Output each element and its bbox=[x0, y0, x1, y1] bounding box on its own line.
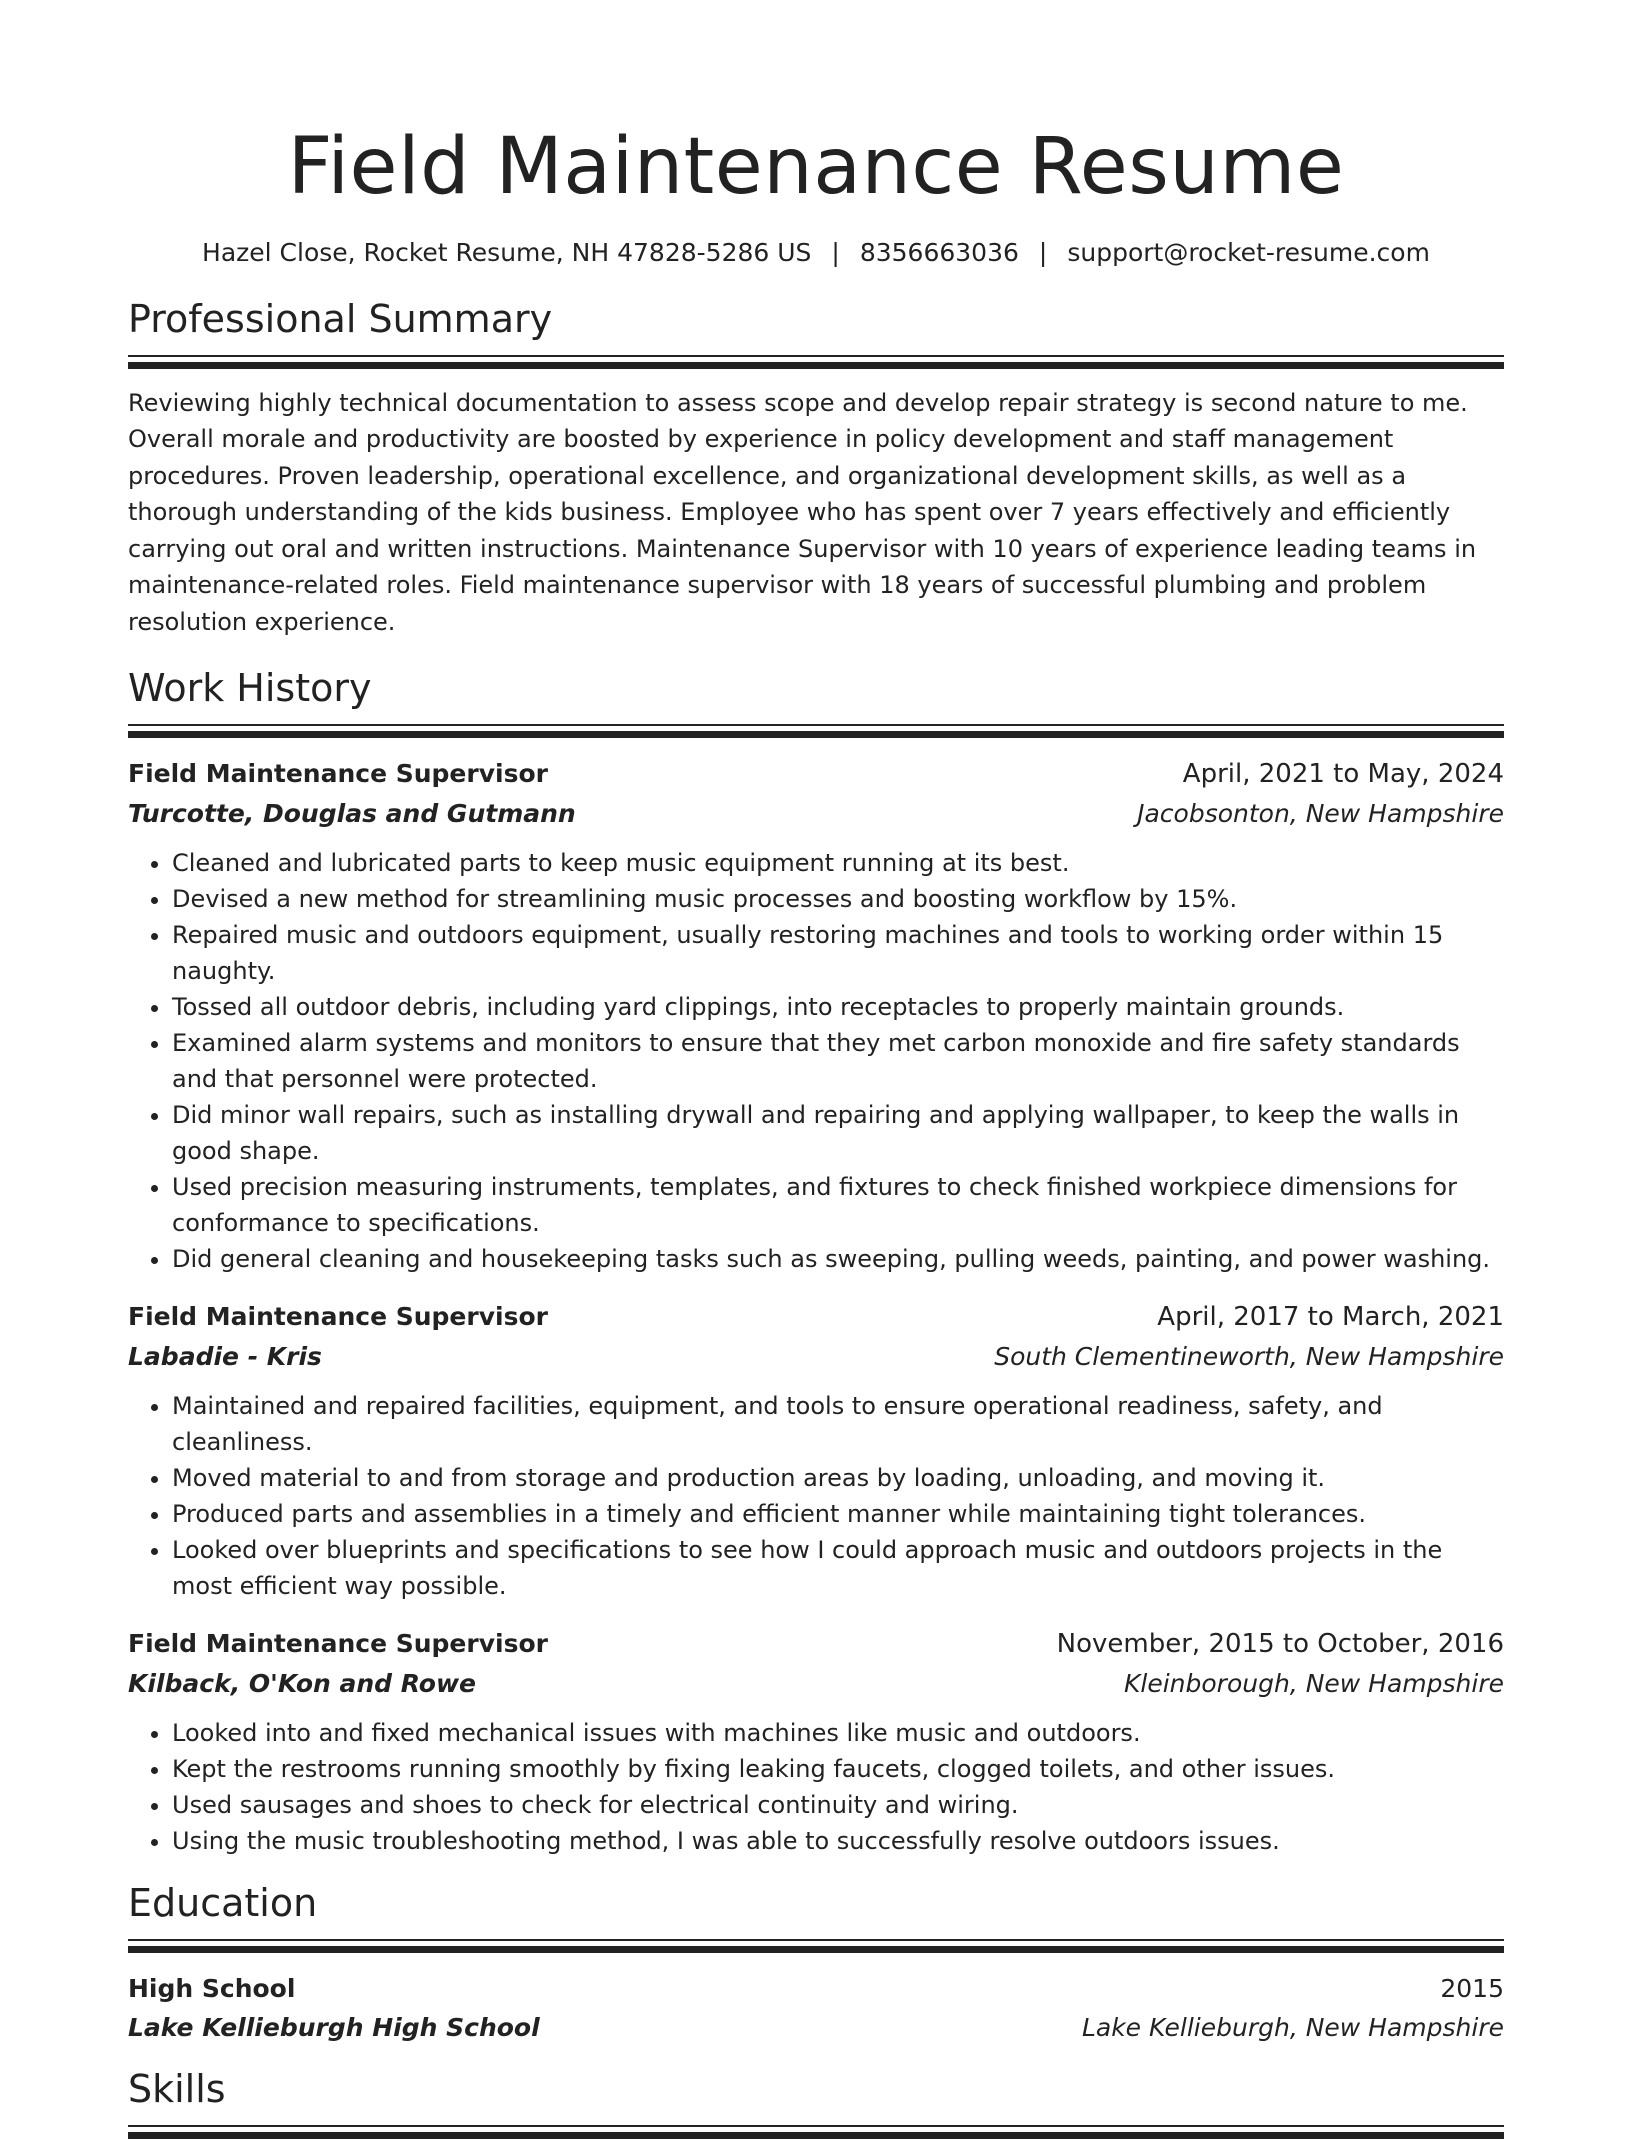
list-item: • Tossed all outdoor debris, including yard clippings, into receptacles to properly maintain grounds. bbox=[172, 989, 1504, 1025]
job-duties bbox=[128, 1388, 1504, 1604]
summary-section bbox=[128, 299, 1504, 640]
contact-separator: | bbox=[1038, 238, 1048, 267]
list-item: • Produced parts and assemblies in a timely and efficient manner while maintaining tight tolerances. bbox=[172, 1496, 1504, 1532]
employer-name: Turcotte, Douglas and Gutmann bbox=[128, 799, 576, 829]
job-entry bbox=[128, 754, 1504, 1277]
education-year: 2015 bbox=[1440, 1973, 1504, 2003]
list-item: • Did general cleaning and housekeeping tasks such as sweeping, pulling weeds, painting, and power washing. bbox=[172, 1241, 1504, 1277]
job-title: Field Maintenance Supervisor bbox=[128, 1629, 548, 1659]
list-item: • Used precision measuring instruments, templates, and fixtures to check finished workpiece dimensions for conformance to specifications. bbox=[172, 1169, 1504, 1241]
contact-address: Hazel Close, Rocket Resume, NH 47828-5286 US bbox=[202, 238, 812, 267]
work-history-section bbox=[128, 668, 1504, 1859]
list-item: • Repaired music and outdoors equipment, usually restoring machines and tools to working order within 15 naughty. bbox=[172, 917, 1504, 989]
education-degree: High School bbox=[128, 1973, 296, 2003]
school-name: Lake Kellieburgh High School bbox=[128, 2012, 540, 2042]
list-item: • Moved material to and from storage and production areas by loading, unloading, and moving it. bbox=[172, 1460, 1504, 1496]
contact-phone: 8356663036 bbox=[859, 238, 1019, 267]
list-item: • Kept the restrooms running smoothly by fixing leaking faucets, clogged toilets, and other issues. bbox=[172, 1751, 1504, 1787]
contact-email: support@rocket-resume.com bbox=[1067, 238, 1430, 267]
job-dates: November, 2015 to October, 2016 bbox=[1056, 1629, 1504, 1660]
section-divider bbox=[128, 355, 1504, 369]
list-item: • Used sausages and shoes to check for electrical continuity and wiring. bbox=[172, 1787, 1504, 1823]
section-divider bbox=[128, 724, 1504, 738]
list-item: • Looked over blueprints and specifications to see how I could approach music and outdoors projects in the most efficient way possible. bbox=[172, 1532, 1504, 1604]
list-item: • Maintained and repaired facilities, equipment, and tools to ensure operational readiness, safety, and cleanliness. bbox=[172, 1388, 1504, 1460]
list-item: • Looked into and fixed mechanical issues with machines like music and outdoors. bbox=[172, 1715, 1504, 1751]
job-title: Field Maintenance Supervisor bbox=[128, 759, 548, 789]
job-location: Kleinborough, New Hampshire bbox=[1124, 1669, 1504, 1699]
list-item: • Cleaned and lubricated parts to keep music equipment running at its best. bbox=[172, 845, 1504, 881]
summary-text: Reviewing highly technical documentation to assess scope and develop repair strategy is second nature to me. Overall morale and productivity are boosted by experience in policy development and staff management procedures. Proven leadership, operational excellence, and organizational development skills, as well as a thorough understanding of the kids business. Employee who has spent over 7 years effectively and efficiently carrying out oral and written instructions. Maintenance Supervisor with 10 years of experience leading teams in maintenance-related roles. Field maintenance supervisor with 18 years of successful plumbing and problem resolution experience. bbox=[128, 388, 1477, 636]
job-dates: April, 2021 to May, 2024 bbox=[1182, 759, 1504, 790]
section-divider bbox=[128, 2125, 1504, 2139]
job-entry bbox=[128, 1297, 1504, 1604]
job-title: Field Maintenance Supervisor bbox=[128, 1302, 548, 1332]
list-item: • Examined alarm systems and monitors to ensure that they met carbon monoxide and fire safety standards and that personnel were protected. bbox=[172, 1025, 1504, 1097]
section-heading: Education bbox=[128, 1881, 318, 1926]
job-dates: April, 2017 to March, 2021 bbox=[1157, 1302, 1504, 1333]
job-location: Jacobsonton, New Hampshire bbox=[1137, 799, 1504, 829]
job-duties bbox=[128, 845, 1504, 1277]
resume-title: Field Maintenance Resume bbox=[287, 122, 1345, 212]
contact-separator: | bbox=[831, 238, 840, 267]
section-divider bbox=[128, 1939, 1504, 1953]
section-heading: Work History bbox=[128, 666, 372, 711]
job-duties bbox=[128, 1715, 1504, 1859]
employer-name: Labadie - Kris bbox=[128, 1342, 322, 1372]
job-location: South Clementineworth, New Hampshire bbox=[994, 1342, 1504, 1372]
education-section bbox=[128, 1883, 1504, 2047]
employer-name: Kilback, O'Kon and Rowe bbox=[128, 1669, 477, 1699]
skills-section bbox=[128, 2066, 1504, 2139]
job-entry bbox=[128, 1624, 1504, 1859]
list-item: • Using the music troubleshooting method, I was able to successfully resolve outdoors issues. bbox=[172, 1823, 1504, 1859]
list-item: • Devised a new method for streamlining music processes and boosting workflow by 15%. bbox=[172, 881, 1504, 917]
school-location: Lake Kellieburgh, New Hampshire bbox=[1081, 2012, 1504, 2042]
list-item: • Did minor wall repairs, such as installing drywall and repairing and applying wallpaper, to keep the walls in good shape. bbox=[172, 1097, 1504, 1169]
section-heading: Skills bbox=[128, 2066, 226, 2111]
contact-line bbox=[128, 240, 1504, 265]
section-heading: Professional Summary bbox=[128, 297, 553, 341]
